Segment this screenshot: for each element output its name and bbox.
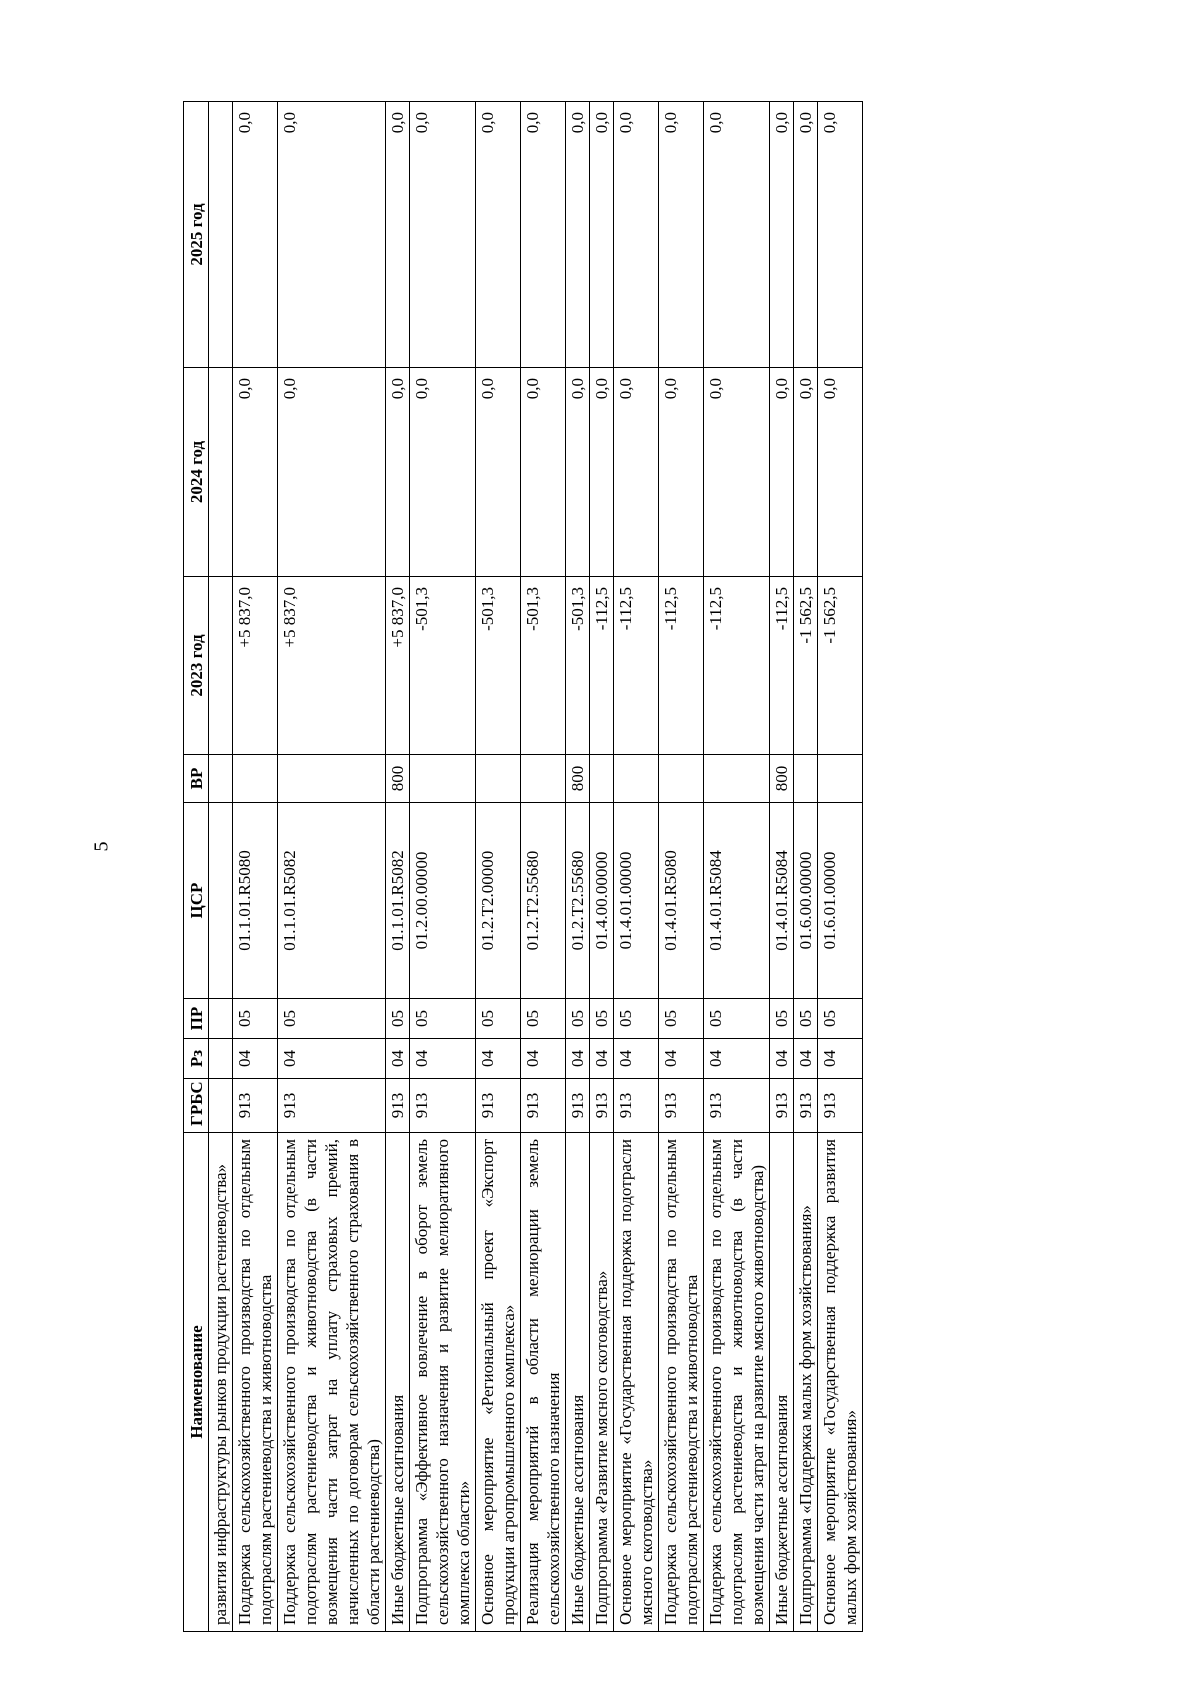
- cell-pr: [209, 999, 233, 1039]
- cell-vr: [476, 755, 521, 803]
- cell-2024: 0,0: [233, 368, 278, 577]
- cell-rz: 04: [278, 1039, 386, 1079]
- cell-name: Подпрограмма «Эффективное вовлечение в оборот земель сельскохозяйственного назначения и развитие мелиоративного комплекса области»: [410, 1133, 476, 1632]
- cell-grbs: 913: [590, 1079, 614, 1133]
- cell-grbs: 913: [566, 1079, 590, 1133]
- cell-2025: 0,0: [770, 102, 794, 368]
- header-vr: ВР: [184, 755, 209, 803]
- cell-pr: 05: [476, 999, 521, 1039]
- cell-vr: [704, 755, 770, 803]
- cell-2023: -112,5: [590, 577, 614, 755]
- cell-2024: 0,0: [794, 368, 818, 577]
- cell-rz: [209, 1039, 233, 1079]
- cell-grbs: [209, 1079, 233, 1133]
- cell-2024: 0,0: [590, 368, 614, 577]
- cell-2023: [209, 577, 233, 755]
- cell-2023: -501,3: [521, 577, 566, 755]
- cell-vr: 800: [386, 755, 410, 803]
- cell-2024: 0,0: [410, 368, 476, 577]
- cell-2024: 0,0: [704, 368, 770, 577]
- cell-grbs: 913: [278, 1079, 386, 1133]
- cell-grbs: 913: [476, 1079, 521, 1133]
- cell-2023: -501,3: [566, 577, 590, 755]
- cell-2025: 0,0: [278, 102, 386, 368]
- cell-name: Реализация мероприятий в области мелиорации земель сельскохозяйственного назначения: [521, 1133, 566, 1632]
- cell-name: Поддержка сельскохозяйственного производства по отдельным подотраслям растениеводства и животноводства (в части возмещения части затрат на уплату страховых премий, начисленных по договорам сельскохозяйственного страхования в области растениеводства): [278, 1133, 386, 1632]
- table-row: [818, 102, 863, 1632]
- cell-rz: 04: [233, 1039, 278, 1079]
- cell-2023: -112,5: [614, 577, 659, 755]
- cell-vr: [818, 755, 863, 803]
- cell-csr: 01.6.00.00000: [794, 803, 818, 999]
- cell-csr: 01.1.01.R5082: [386, 803, 410, 999]
- cell-csr: 01.4.01.00000: [614, 803, 659, 999]
- page-number: 5: [90, 841, 113, 852]
- cell-2025: 0,0: [590, 102, 614, 368]
- cell-2024: 0,0: [614, 368, 659, 577]
- cell-pr: 05: [770, 999, 794, 1039]
- cell-2023: -1 562,5: [794, 577, 818, 755]
- cell-rz: 04: [818, 1039, 863, 1079]
- cell-vr: [410, 755, 476, 803]
- cell-2024: 0,0: [566, 368, 590, 577]
- cell-2024: 0,0: [770, 368, 794, 577]
- cell-csr: 01.1.01.R5082: [278, 803, 386, 999]
- cell-2024: 0,0: [659, 368, 704, 577]
- cell-pr: 05: [614, 999, 659, 1039]
- cell-name: Иные бюджетные ассигнования: [770, 1133, 794, 1632]
- cell-rz: 04: [410, 1039, 476, 1079]
- cell-csr: 01.4.01.R5084: [704, 803, 770, 999]
- cell-csr: 01.2.Т2.55680: [566, 803, 590, 999]
- cell-pr: 05: [521, 999, 566, 1039]
- cell-2025: 0,0: [386, 102, 410, 368]
- cell-2025: 0,0: [614, 102, 659, 368]
- cell-2024: 0,0: [476, 368, 521, 577]
- budget-table: [183, 101, 863, 1632]
- cell-rz: 04: [659, 1039, 704, 1079]
- cell-name: Основное мероприятие «Региональный проект «Экспорт продукции агропромышленного комплекса»: [476, 1133, 521, 1632]
- cell-2025: 0,0: [704, 102, 770, 368]
- rotated-table-wrapper: [183, 102, 1023, 1632]
- cell-pr: 05: [386, 999, 410, 1039]
- cell-2025: 0,0: [476, 102, 521, 368]
- cell-grbs: 913: [410, 1079, 476, 1133]
- header-2025: 2025 год: [184, 102, 209, 368]
- cell-2025: 0,0: [794, 102, 818, 368]
- header-grbs: ГРБС: [184, 1079, 209, 1133]
- cell-csr: 01.6.01.00000: [818, 803, 863, 999]
- cell-2023: -1 562,5: [818, 577, 863, 755]
- cell-rz: 04: [566, 1039, 590, 1079]
- table-row: [521, 102, 566, 1632]
- cell-2025: 0,0: [818, 102, 863, 368]
- table-row: [614, 102, 659, 1632]
- table-row: [590, 102, 614, 1632]
- cell-name: Иные бюджетные ассигнования: [566, 1133, 590, 1632]
- cell-vr: [590, 755, 614, 803]
- cell-rz: 04: [614, 1039, 659, 1079]
- cell-vr: [659, 755, 704, 803]
- cell-2024: 0,0: [386, 368, 410, 577]
- cell-rz: 04: [770, 1039, 794, 1079]
- table-body: [209, 102, 863, 1632]
- table-row: [278, 102, 386, 1632]
- cell-2023: -501,3: [476, 577, 521, 755]
- cell-name: Подпрограмма «Поддержка малых форм хозяйствования»: [794, 1133, 818, 1632]
- cell-pr: 05: [233, 999, 278, 1039]
- cell-name: Основное мероприятие «Государственная поддержка подотрасли мясного скотоводства»: [614, 1133, 659, 1632]
- table-row: [794, 102, 818, 1632]
- cell-name: Поддержка сельскохозяйственного производства по отдельным подотраслям растениеводства и животноводства (в части возмещения части затрат на развитие мясного животноводства): [704, 1133, 770, 1632]
- cell-grbs: 913: [386, 1079, 410, 1133]
- cell-vr: [521, 755, 566, 803]
- cell-pr: 05: [566, 999, 590, 1039]
- cell-name: Иные бюджетные ассигнования: [386, 1133, 410, 1632]
- cell-grbs: 913: [704, 1079, 770, 1133]
- cell-name: Поддержка сельскохозяйственного производства по отдельным подотраслям растениеводства и животноводства: [659, 1133, 704, 1632]
- table-row: [233, 102, 278, 1632]
- header-pr: ПР: [184, 999, 209, 1039]
- cell-csr: 01.4.00.00000: [590, 803, 614, 999]
- cell-name: Основное мероприятие «Государственная поддержка развития малых форм хозяйствования»: [818, 1133, 863, 1632]
- cell-pr: 05: [659, 999, 704, 1039]
- cell-pr: 05: [590, 999, 614, 1039]
- cell-name: Подпрограмма «Развитие мясного скотоводства»: [590, 1133, 614, 1632]
- cell-2023: -112,5: [659, 577, 704, 755]
- cell-pr: 05: [818, 999, 863, 1039]
- cell-rz: 04: [590, 1039, 614, 1079]
- header-name: Наименование: [184, 1133, 209, 1632]
- cell-rz: 04: [794, 1039, 818, 1079]
- cell-pr: 05: [794, 999, 818, 1039]
- cell-name: развития инфраструктуры рынков продукции растениеводства»: [209, 1133, 233, 1632]
- table-row: [410, 102, 476, 1632]
- cell-2023: -112,5: [704, 577, 770, 755]
- header-row: [184, 102, 209, 1632]
- table-row: [209, 102, 233, 1632]
- cell-pr: 05: [278, 999, 386, 1039]
- cell-vr: [278, 755, 386, 803]
- cell-2023: -112,5: [770, 577, 794, 755]
- cell-2025: [209, 102, 233, 368]
- cell-2024: [209, 368, 233, 577]
- cell-vr: 800: [566, 755, 590, 803]
- table-row: [476, 102, 521, 1632]
- cell-pr: 05: [704, 999, 770, 1039]
- table-row: [770, 102, 794, 1632]
- cell-2025: 0,0: [521, 102, 566, 368]
- cell-2025: 0,0: [659, 102, 704, 368]
- table-row: [386, 102, 410, 1632]
- cell-grbs: 913: [233, 1079, 278, 1133]
- cell-rz: 04: [476, 1039, 521, 1079]
- cell-2023: +5 837,0: [278, 577, 386, 755]
- table-row: [659, 102, 704, 1632]
- cell-2024: 0,0: [521, 368, 566, 577]
- cell-grbs: 913: [794, 1079, 818, 1133]
- cell-vr: [233, 755, 278, 803]
- cell-2025: 0,0: [410, 102, 476, 368]
- header-rz: Рз: [184, 1039, 209, 1079]
- header-csr: ЦСР: [184, 803, 209, 999]
- cell-rz: 04: [386, 1039, 410, 1079]
- cell-csr: 01.2.Т2.00000: [476, 803, 521, 999]
- cell-grbs: 913: [659, 1079, 704, 1133]
- cell-2023: +5 837,0: [386, 577, 410, 755]
- cell-2024: 0,0: [818, 368, 863, 577]
- cell-pr: 05: [410, 999, 476, 1039]
- cell-grbs: 913: [770, 1079, 794, 1133]
- cell-2023: -501,3: [410, 577, 476, 755]
- cell-2023: +5 837,0: [233, 577, 278, 755]
- table-row: [704, 102, 770, 1632]
- cell-rz: 04: [521, 1039, 566, 1079]
- cell-vr: [794, 755, 818, 803]
- header-2023: 2023 год: [184, 577, 209, 755]
- cell-grbs: 913: [818, 1079, 863, 1133]
- cell-vr: [614, 755, 659, 803]
- cell-name: Поддержка сельскохозяйственного производства по отдельным подотраслям растениеводства и животноводства: [233, 1133, 278, 1632]
- cell-csr: [209, 803, 233, 999]
- cell-grbs: 913: [614, 1079, 659, 1133]
- cell-vr: [209, 755, 233, 803]
- cell-2024: 0,0: [278, 368, 386, 577]
- cell-2025: 0,0: [566, 102, 590, 368]
- cell-csr: 01.2.00.00000: [410, 803, 476, 999]
- header-2024: 2024 год: [184, 368, 209, 577]
- cell-grbs: 913: [521, 1079, 566, 1133]
- cell-csr: 01.1.01.R5080: [233, 803, 278, 999]
- table-row: [566, 102, 590, 1632]
- cell-2025: 0,0: [233, 102, 278, 368]
- cell-rz: 04: [704, 1039, 770, 1079]
- cell-vr: 800: [770, 755, 794, 803]
- cell-csr: 01.2.Т2.55680: [521, 803, 566, 999]
- cell-csr: 01.4.01.R5080: [659, 803, 704, 999]
- cell-csr: 01.4.01.R5084: [770, 803, 794, 999]
